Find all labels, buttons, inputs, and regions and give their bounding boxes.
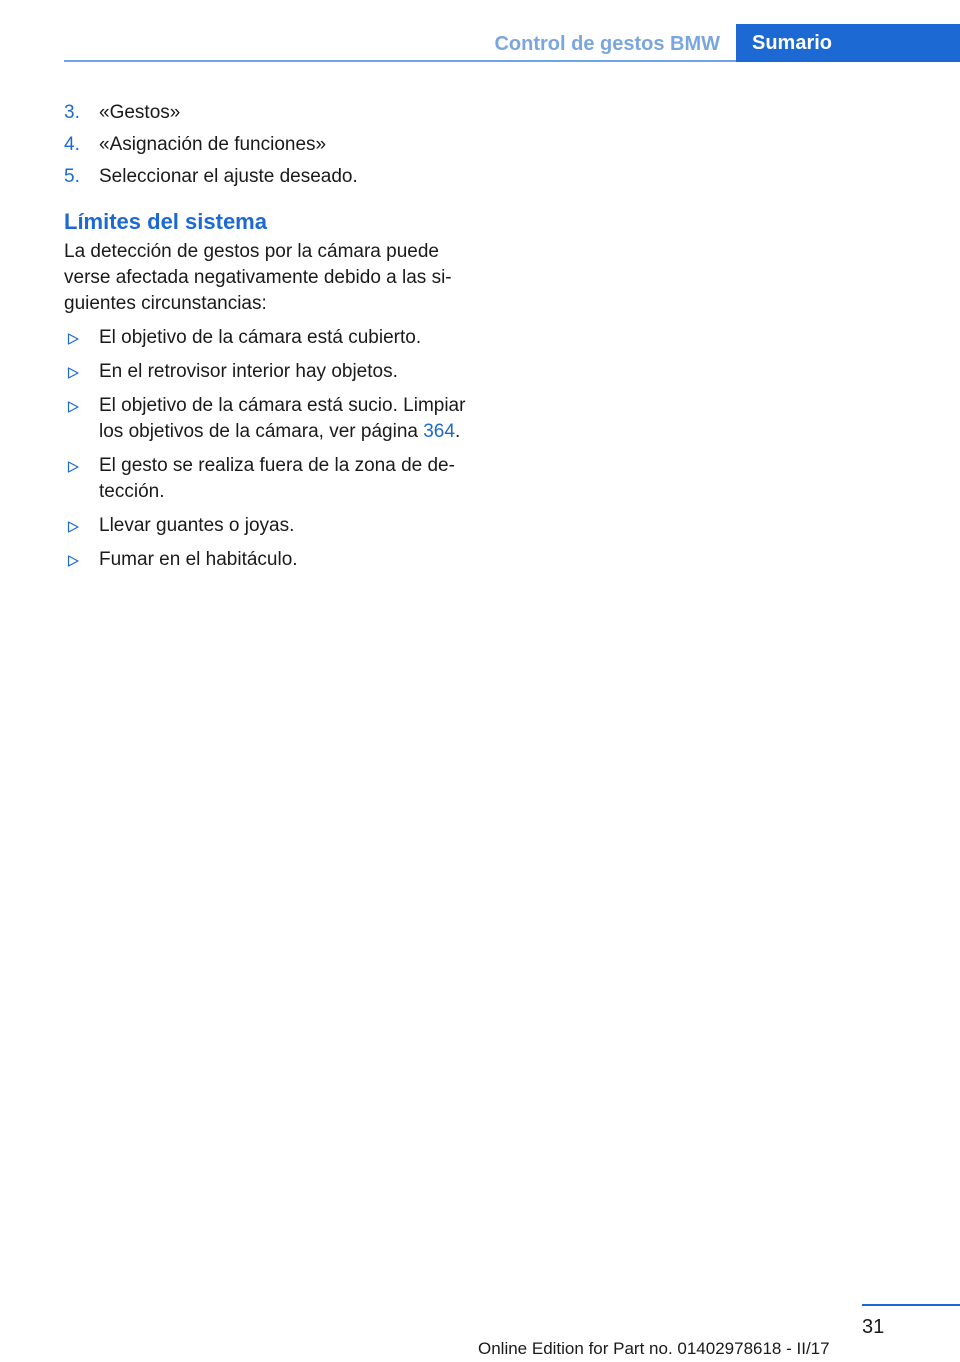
step-text: «Asignación de funciones» bbox=[99, 134, 327, 155]
header-section-title[interactable]: Control de gestos BMW bbox=[494, 33, 720, 55]
triangle-right-icon bbox=[67, 367, 79, 379]
page-link[interactable]: 364 bbox=[423, 421, 455, 442]
list-item bbox=[64, 325, 484, 351]
bullet-list bbox=[64, 325, 484, 573]
bullet-text: El objetivo de la cámara está cubierto. bbox=[99, 327, 422, 348]
list-item bbox=[64, 393, 484, 445]
header-tab-summary[interactable]: Sumario bbox=[736, 24, 960, 62]
section-heading: Límites del sistema bbox=[64, 209, 267, 234]
bullet-text: El gesto se realiza fuera de la zona de de‐ tección. bbox=[99, 455, 455, 502]
list-item bbox=[64, 453, 484, 505]
step-text: «Gestos» bbox=[99, 102, 181, 123]
list-item bbox=[64, 100, 484, 126]
footer-rule bbox=[862, 1304, 960, 1306]
section-intro: La detección de gestos por la cámara puede verse afectada negativamente debido a las si‐ guientes circunstancias: bbox=[64, 241, 452, 314]
list-item bbox=[64, 547, 484, 573]
bullet-text: Llevar guantes o joyas. bbox=[99, 515, 295, 536]
bullet-text: En el retrovisor interior hay objetos. bbox=[99, 361, 398, 382]
list-item bbox=[64, 132, 484, 158]
list-item bbox=[64, 359, 484, 385]
triangle-right-icon bbox=[67, 401, 79, 413]
triangle-right-icon bbox=[67, 521, 79, 533]
bullet-text: Fumar en el habitáculo. bbox=[99, 549, 298, 570]
triangle-right-icon bbox=[67, 461, 79, 473]
page-number: 31 bbox=[862, 1316, 885, 1338]
bullet-text: El objetivo de la cámara está sucio. Limpiar los objetivos de la cámara, ver página bbox=[99, 395, 466, 442]
footer-edition: Online Edition for Part no. 01402978618 - II/17 bbox=[478, 1339, 830, 1358]
bullet-suffix: . bbox=[454, 421, 461, 442]
step-number: 5. bbox=[64, 166, 80, 187]
page-content bbox=[64, 100, 484, 581]
step-number: 4. bbox=[64, 134, 80, 155]
step-text: Seleccionar el ajuste deseado. bbox=[99, 166, 358, 187]
list-item bbox=[64, 164, 484, 190]
steps-list bbox=[64, 100, 484, 190]
step-number: 3. bbox=[64, 102, 80, 123]
triangle-right-icon bbox=[67, 333, 79, 345]
triangle-right-icon bbox=[67, 555, 79, 567]
list-item bbox=[64, 513, 484, 539]
